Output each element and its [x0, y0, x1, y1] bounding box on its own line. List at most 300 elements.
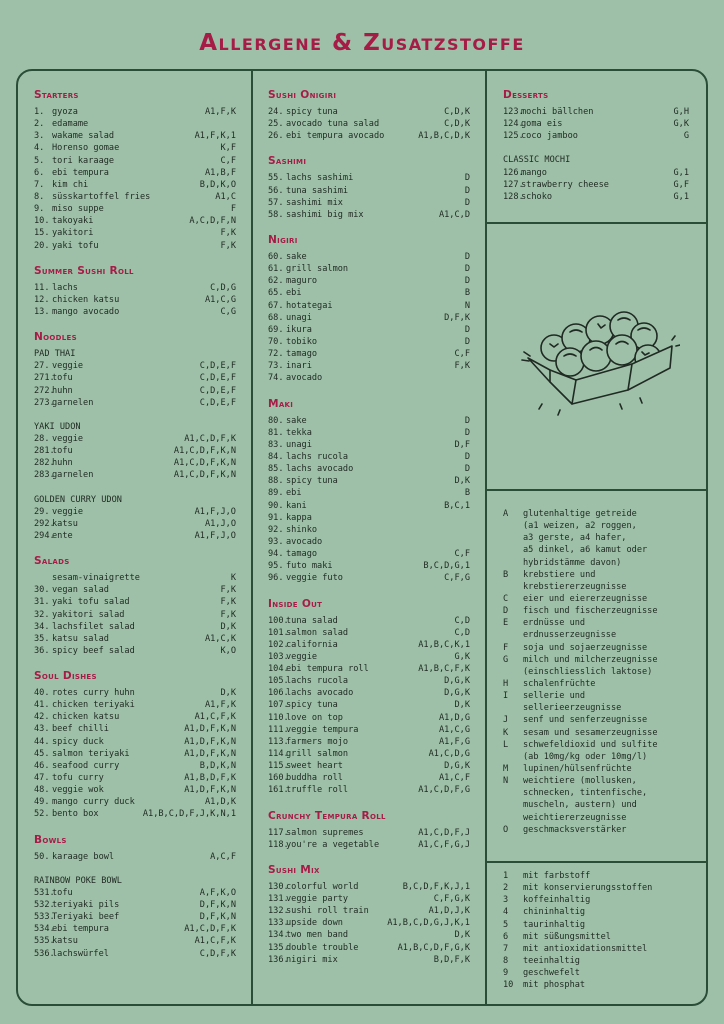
item-number: 27. — [34, 361, 50, 372]
menu-item — [268, 687, 470, 699]
item-name: ebi tempura — [52, 924, 109, 935]
item-number: 103. — [268, 651, 289, 662]
allergen-codes: A1,C,D,F,J — [418, 827, 470, 838]
item-number: 34. — [34, 621, 50, 632]
menu-item — [34, 851, 236, 863]
item-name: ebi tempura — [52, 167, 109, 178]
item-number: 57. — [268, 197, 284, 208]
menu-item — [268, 475, 470, 487]
allergen-codes: A1,D,J,K — [428, 906, 470, 917]
item-name: double trouble — [286, 942, 359, 953]
allergen-codes: B,C,1 — [444, 500, 470, 511]
menu-item — [268, 615, 470, 627]
legend-text: sesam und sesamerzeugnisse — [523, 727, 658, 738]
menu-item — [34, 609, 236, 621]
item-number: 48. — [34, 785, 50, 796]
item-name: mango avocado — [52, 306, 120, 317]
allergen-codes: B,D,F,K — [433, 954, 470, 965]
allergen-codes: B,D,K,N — [199, 760, 236, 771]
menu-item — [268, 263, 470, 275]
item-number: 67. — [268, 300, 284, 311]
legend-row — [503, 557, 689, 569]
allergen-codes: F,K — [454, 361, 470, 372]
allergen-codes: A1,B,C,D,G,J,K,1 — [387, 918, 470, 929]
menu-item — [268, 197, 470, 209]
allergen-codes: D,F,K,N — [199, 900, 236, 911]
legend-row — [503, 943, 689, 955]
menu-item — [34, 687, 236, 699]
legend-text: schalenfrüchte — [523, 678, 596, 689]
item-name: ebi tempura roll — [286, 664, 369, 675]
item-name: lachs — [52, 282, 78, 293]
legend-row — [503, 593, 689, 605]
item-number: 127. — [503, 179, 524, 190]
item-name: katsu — [52, 518, 78, 529]
menu-section — [34, 554, 236, 669]
allergen-codes: F,K — [220, 597, 236, 608]
allergen-codes: D — [464, 451, 470, 462]
item-number: 13. — [34, 306, 50, 317]
menu-item — [268, 942, 470, 954]
item-number: 7. — [34, 179, 45, 190]
allergen-codes: G — [683, 131, 689, 142]
allergen-codes: N — [464, 300, 470, 311]
item-number: 12. — [34, 294, 50, 305]
allergen-codes: A1,C,D,F,K,N — [173, 470, 236, 481]
allergen-codes: D — [464, 427, 470, 438]
allergen-codes: F — [230, 204, 236, 215]
additive-legend — [503, 870, 689, 991]
menu-item — [268, 699, 470, 711]
legend-row — [503, 581, 689, 593]
menu-column-2 — [268, 88, 470, 978]
item-name: salmon salad — [286, 627, 349, 638]
menu-item — [268, 827, 470, 839]
item-name: yakitori salad — [52, 609, 125, 620]
allergen-codes: A1,D,K — [204, 797, 236, 808]
section-title: Bowls — [34, 833, 67, 846]
item-name: huhn — [52, 458, 73, 469]
page-title: Allergene & Zusatzstoffe — [199, 30, 525, 56]
legend-row — [503, 605, 689, 617]
legend-row — [503, 882, 689, 894]
menu-item — [503, 130, 689, 142]
menu-item — [34, 596, 236, 608]
allergen-codes: A1,B,C,F,K — [418, 664, 470, 675]
item-number: 52. — [34, 809, 50, 820]
menu-item — [34, 130, 236, 142]
legend-key: 7 — [503, 943, 509, 954]
item-name: takoyaki — [52, 216, 94, 227]
menu-item — [268, 772, 470, 784]
item-number: 80. — [268, 415, 284, 426]
menu-item — [268, 500, 470, 512]
legend-key — [503, 557, 523, 569]
allergen-codes: D,G,K — [444, 688, 470, 699]
item-number: 136. — [268, 954, 289, 965]
legend-key — [503, 629, 523, 641]
menu-item — [503, 118, 689, 130]
allergen-codes: A1,C,D,F,G — [418, 785, 470, 796]
item-number: 92. — [268, 524, 284, 535]
row-divider — [487, 222, 706, 224]
legend-row — [503, 870, 689, 882]
allergen-codes: A1,D,G — [438, 712, 470, 723]
legend-row — [503, 690, 689, 702]
legend-text: krebstiere und — [523, 569, 596, 580]
menu-item — [268, 639, 470, 651]
item-number: 74. — [268, 373, 284, 384]
item-number: 6. — [34, 167, 45, 178]
allergen-codes: A1,D,F,K,N — [184, 736, 236, 747]
item-number: 72. — [268, 349, 284, 360]
menu-item — [268, 784, 470, 796]
item-number: 46. — [34, 760, 50, 771]
allergen-codes: D,G,K — [444, 676, 470, 687]
allergen-codes: A1,B,C,K,1 — [418, 639, 470, 650]
allergen-codes: A1,F,J,O — [194, 530, 236, 541]
item-name: tobiko — [286, 336, 318, 347]
item-number: 32. — [34, 609, 50, 620]
item-number: 128. — [503, 191, 524, 202]
item-name: spicy tuna — [286, 107, 338, 117]
allergen-codes: B,C,D,F,K,J,1 — [402, 881, 470, 892]
item-name: ebi — [286, 488, 302, 499]
item-number: 106. — [268, 688, 289, 699]
item-number: 43. — [34, 724, 50, 735]
menu-item — [268, 439, 470, 451]
menu-item — [34, 887, 236, 899]
legend-text: sellerieerzeugnisse — [523, 703, 622, 714]
item-name: you're a vegetable — [286, 839, 380, 850]
item-number: 110. — [268, 712, 289, 723]
item-number: 95. — [268, 561, 284, 572]
legend-text: senf und senferzeugnisse — [523, 715, 648, 726]
item-name: unagi — [286, 312, 312, 323]
legend-row — [503, 739, 689, 751]
row-divider — [487, 489, 706, 491]
legend-text: schwefeldioxid und sulfite — [523, 739, 658, 750]
item-number: 131. — [268, 894, 289, 905]
menu-item — [268, 209, 470, 221]
item-number: 9. — [34, 204, 45, 215]
menu-item — [34, 372, 236, 384]
menu-item — [34, 215, 236, 227]
item-name: tamago — [286, 349, 318, 360]
allergen-codes: A1,D,F,K,N — [184, 724, 236, 735]
legend-row — [503, 544, 689, 556]
menu-item — [268, 839, 470, 851]
allergen-codes: D — [464, 464, 470, 475]
menu-item — [268, 560, 470, 572]
item-name: colorful world — [286, 881, 359, 892]
item-number: 125. — [503, 131, 524, 142]
legend-key: 1 — [503, 871, 509, 881]
legend-row — [503, 727, 689, 739]
section-title: Inside Out — [268, 597, 323, 610]
legend-text: mit farbstoff — [523, 871, 591, 881]
legend-text: (a1 weizen, a2 roggen, — [523, 521, 637, 532]
item-name: garnelen — [52, 470, 94, 481]
allergen-codes: A1,C,D,F,K — [184, 433, 236, 444]
allergen-codes: D,F — [454, 439, 470, 450]
legend-text: a3 gerste, a4 hafer, — [523, 533, 627, 544]
item-number: 126. — [503, 167, 524, 178]
menu-item — [34, 306, 236, 318]
item-number: 105. — [268, 676, 289, 687]
item-name: sake — [286, 251, 307, 262]
allergen-codes: C,D,K — [444, 107, 470, 117]
legend-text: a5 dinkel, a6 kamut oder — [523, 545, 648, 556]
item-name: veggie — [286, 651, 318, 662]
item-number: 49. — [34, 797, 50, 808]
legend-row — [503, 979, 689, 991]
menu-item — [34, 748, 236, 760]
item-number: 271. — [34, 373, 55, 384]
legend-text: sellerie und — [523, 691, 586, 702]
item-number: 102. — [268, 639, 289, 650]
item-number: 100. — [268, 615, 289, 626]
item-name: coco jamboo — [521, 131, 578, 142]
legend-key: 4 — [503, 907, 509, 918]
menu-section — [268, 809, 470, 863]
allergen-codes: F,K — [220, 585, 236, 596]
item-number: 117. — [268, 827, 289, 838]
legend-key: 9 — [503, 968, 509, 979]
menu-item — [268, 929, 470, 941]
item-name: bento box — [52, 809, 99, 820]
item-name: salmon supremes — [286, 827, 364, 838]
legend-text: milch und milcherzeugnisse — [523, 654, 658, 665]
legend-row — [503, 967, 689, 979]
legend-row — [503, 812, 689, 824]
item-name: ente — [52, 530, 73, 541]
menu-column-3 — [503, 88, 689, 215]
allergen-codes: A1,C,D,F,K,N — [173, 446, 236, 457]
legend-text: mit süßungsmittel — [523, 931, 611, 942]
legend-text: hybridstämme davon) — [523, 557, 622, 568]
spacer — [268, 385, 470, 397]
legend-key — [503, 520, 523, 532]
menu-item — [34, 445, 236, 457]
allergen-codes: K — [230, 573, 236, 584]
menu-item — [503, 191, 689, 203]
item-number: 58. — [268, 209, 284, 220]
menu-item — [268, 663, 470, 675]
menu-item — [34, 294, 236, 306]
allergen-codes: A1,F,G — [438, 736, 470, 747]
item-number: 161. — [268, 785, 289, 796]
legend-text: teeinhaltig — [523, 955, 580, 966]
legend-text: glutenhaltige getreide — [523, 509, 637, 519]
section-title: Salads — [34, 555, 70, 568]
item-name: lachs avocado — [286, 688, 354, 699]
legend-row — [503, 955, 689, 967]
item-name: chicken katsu — [52, 712, 120, 723]
legend-key: E — [503, 618, 509, 629]
item-number: 90. — [268, 500, 284, 511]
menu-item — [34, 699, 236, 711]
item-name: mango — [521, 167, 547, 178]
menu-item — [34, 572, 236, 584]
item-number: 44. — [34, 736, 50, 747]
menu-item — [268, 287, 470, 299]
spacer — [34, 542, 236, 554]
spacer — [34, 863, 236, 875]
item-name: teriyaki pils — [52, 900, 120, 911]
allergen-codes: A1,B,C,D,K — [418, 131, 470, 142]
section-title: Sushi Onigiri — [268, 89, 337, 101]
row-divider — [487, 861, 706, 863]
menu-item — [268, 748, 470, 760]
item-number: 70. — [268, 336, 284, 347]
allergen-codes: C,F,G — [444, 573, 470, 584]
item-number: 10. — [34, 216, 50, 227]
takoyaki-boat-icon — [520, 300, 680, 425]
item-number: 4. — [34, 143, 45, 154]
menu-item — [268, 712, 470, 724]
legend-row — [503, 508, 689, 520]
item-number: 2. — [34, 119, 45, 130]
legend-key: B — [503, 569, 509, 580]
menu-item — [34, 179, 236, 191]
allergen-codes: A1,B,C,D,F,G,K — [397, 942, 470, 953]
menu-item — [268, 675, 470, 687]
item-name: farmers mojo — [286, 736, 349, 747]
allergen-codes: C,F — [454, 549, 470, 560]
menu-item — [268, 760, 470, 772]
item-number: 28. — [34, 433, 50, 444]
item-number: 272. — [34, 385, 55, 396]
allergen-codes: G,K — [454, 651, 470, 662]
item-name: rotes curry huhn — [52, 688, 135, 699]
legend-row — [503, 520, 689, 532]
menu-item — [34, 899, 236, 911]
item-number: 93. — [268, 536, 284, 547]
spacer — [34, 252, 236, 264]
menu-item — [34, 518, 236, 530]
allergen-codes: K,O — [220, 645, 236, 656]
menu-item — [268, 736, 470, 748]
allergen-codes: C,D,F,K — [199, 948, 236, 959]
item-number: 8. — [34, 191, 45, 202]
allergen-codes: C,F — [454, 349, 470, 360]
menu-item — [268, 627, 470, 639]
menu-item — [34, 155, 236, 167]
item-number: 292. — [34, 518, 55, 529]
allergen-codes: D,K — [454, 476, 470, 487]
item-name: yakitori — [52, 228, 94, 239]
item-name: veggie — [52, 433, 84, 444]
item-number: 111. — [268, 724, 289, 735]
legend-text: (ab 10mg/kg oder 10mg/l) — [523, 751, 648, 762]
item-number: 134. — [268, 930, 289, 941]
item-name: veggie — [52, 361, 84, 372]
legend-key: 2 — [503, 883, 509, 894]
subsection-title: YAKI UDON — [34, 421, 81, 432]
menu-column-1 — [34, 88, 236, 972]
item-number: 5. — [34, 155, 45, 166]
item-name: tofu curry — [52, 773, 104, 784]
allergen-codes: A1,C,K — [204, 633, 236, 644]
column-divider — [485, 71, 487, 1004]
legend-text: schnecken, tintenfische, — [523, 788, 648, 799]
allergen-codes: C,D — [454, 627, 470, 638]
allergen-codes: D,F,K — [444, 312, 470, 323]
item-number: 123. — [503, 107, 524, 117]
section-title: Maki — [268, 397, 294, 410]
spacer — [503, 142, 689, 154]
item-name: edamame — [52, 119, 89, 130]
item-name: inari — [286, 361, 312, 372]
legend-text: geschmacksverstärker — [523, 824, 627, 835]
item-name: yaki tofu — [52, 240, 99, 251]
menu-item — [268, 336, 470, 348]
menu-item — [34, 457, 236, 469]
menu-item — [268, 360, 470, 372]
legend-key — [503, 799, 523, 811]
item-number: 55. — [268, 173, 284, 184]
menu-section — [268, 597, 470, 809]
item-name: nigiri mix — [286, 954, 338, 965]
section-title: Summer Sushi Roll — [34, 264, 134, 277]
menu-item — [34, 506, 236, 518]
allergen-codes: A,C,F — [210, 851, 236, 862]
menu-item — [268, 348, 470, 360]
allergen-codes: A1,F,K — [204, 700, 236, 711]
menu-item — [34, 191, 236, 203]
allergen-codes: D,G,K — [444, 761, 470, 772]
allergen-codes: C,G — [220, 306, 236, 317]
menu-item — [34, 167, 236, 179]
menu-item — [34, 203, 236, 215]
allergen-codes: A1,C,D — [438, 209, 470, 220]
item-name: katsu — [52, 936, 78, 947]
item-number: 42. — [34, 712, 50, 723]
item-number: 60. — [268, 251, 284, 262]
legend-row — [503, 894, 689, 906]
menu-section — [268, 154, 470, 233]
item-name: strawberry cheese — [521, 179, 609, 190]
menu-item — [503, 179, 689, 191]
allergen-codes: D — [464, 251, 470, 262]
item-name: chicken katsu — [52, 294, 120, 305]
menu-section — [268, 397, 470, 597]
menu-item — [268, 463, 470, 475]
spacer — [268, 142, 470, 154]
section-title: Noodles — [34, 331, 77, 344]
legend-text: geschwefelt — [523, 968, 580, 979]
menu-item — [34, 433, 236, 445]
allergen-codes: D — [464, 415, 470, 426]
item-name: lachswürfel — [52, 948, 109, 959]
menu-section — [34, 330, 236, 554]
item-number: 118. — [268, 839, 289, 850]
menu-item — [34, 935, 236, 947]
item-number: 281. — [34, 446, 55, 457]
menu-item — [268, 651, 470, 663]
item-name: beef chilli — [52, 724, 109, 735]
item-number: 29. — [34, 506, 50, 517]
item-name: Horenso gomae — [52, 143, 120, 154]
menu-item — [268, 130, 470, 142]
item-name: lachs sashimi — [286, 173, 354, 184]
legend-key — [503, 544, 523, 556]
allergen-codes: A1,B,D,F,K — [184, 773, 236, 784]
allergen-codes: C,F,G,K — [433, 894, 470, 905]
subsection-title: GOLDEN CURRY UDON — [34, 494, 122, 505]
menu-section — [268, 88, 470, 154]
